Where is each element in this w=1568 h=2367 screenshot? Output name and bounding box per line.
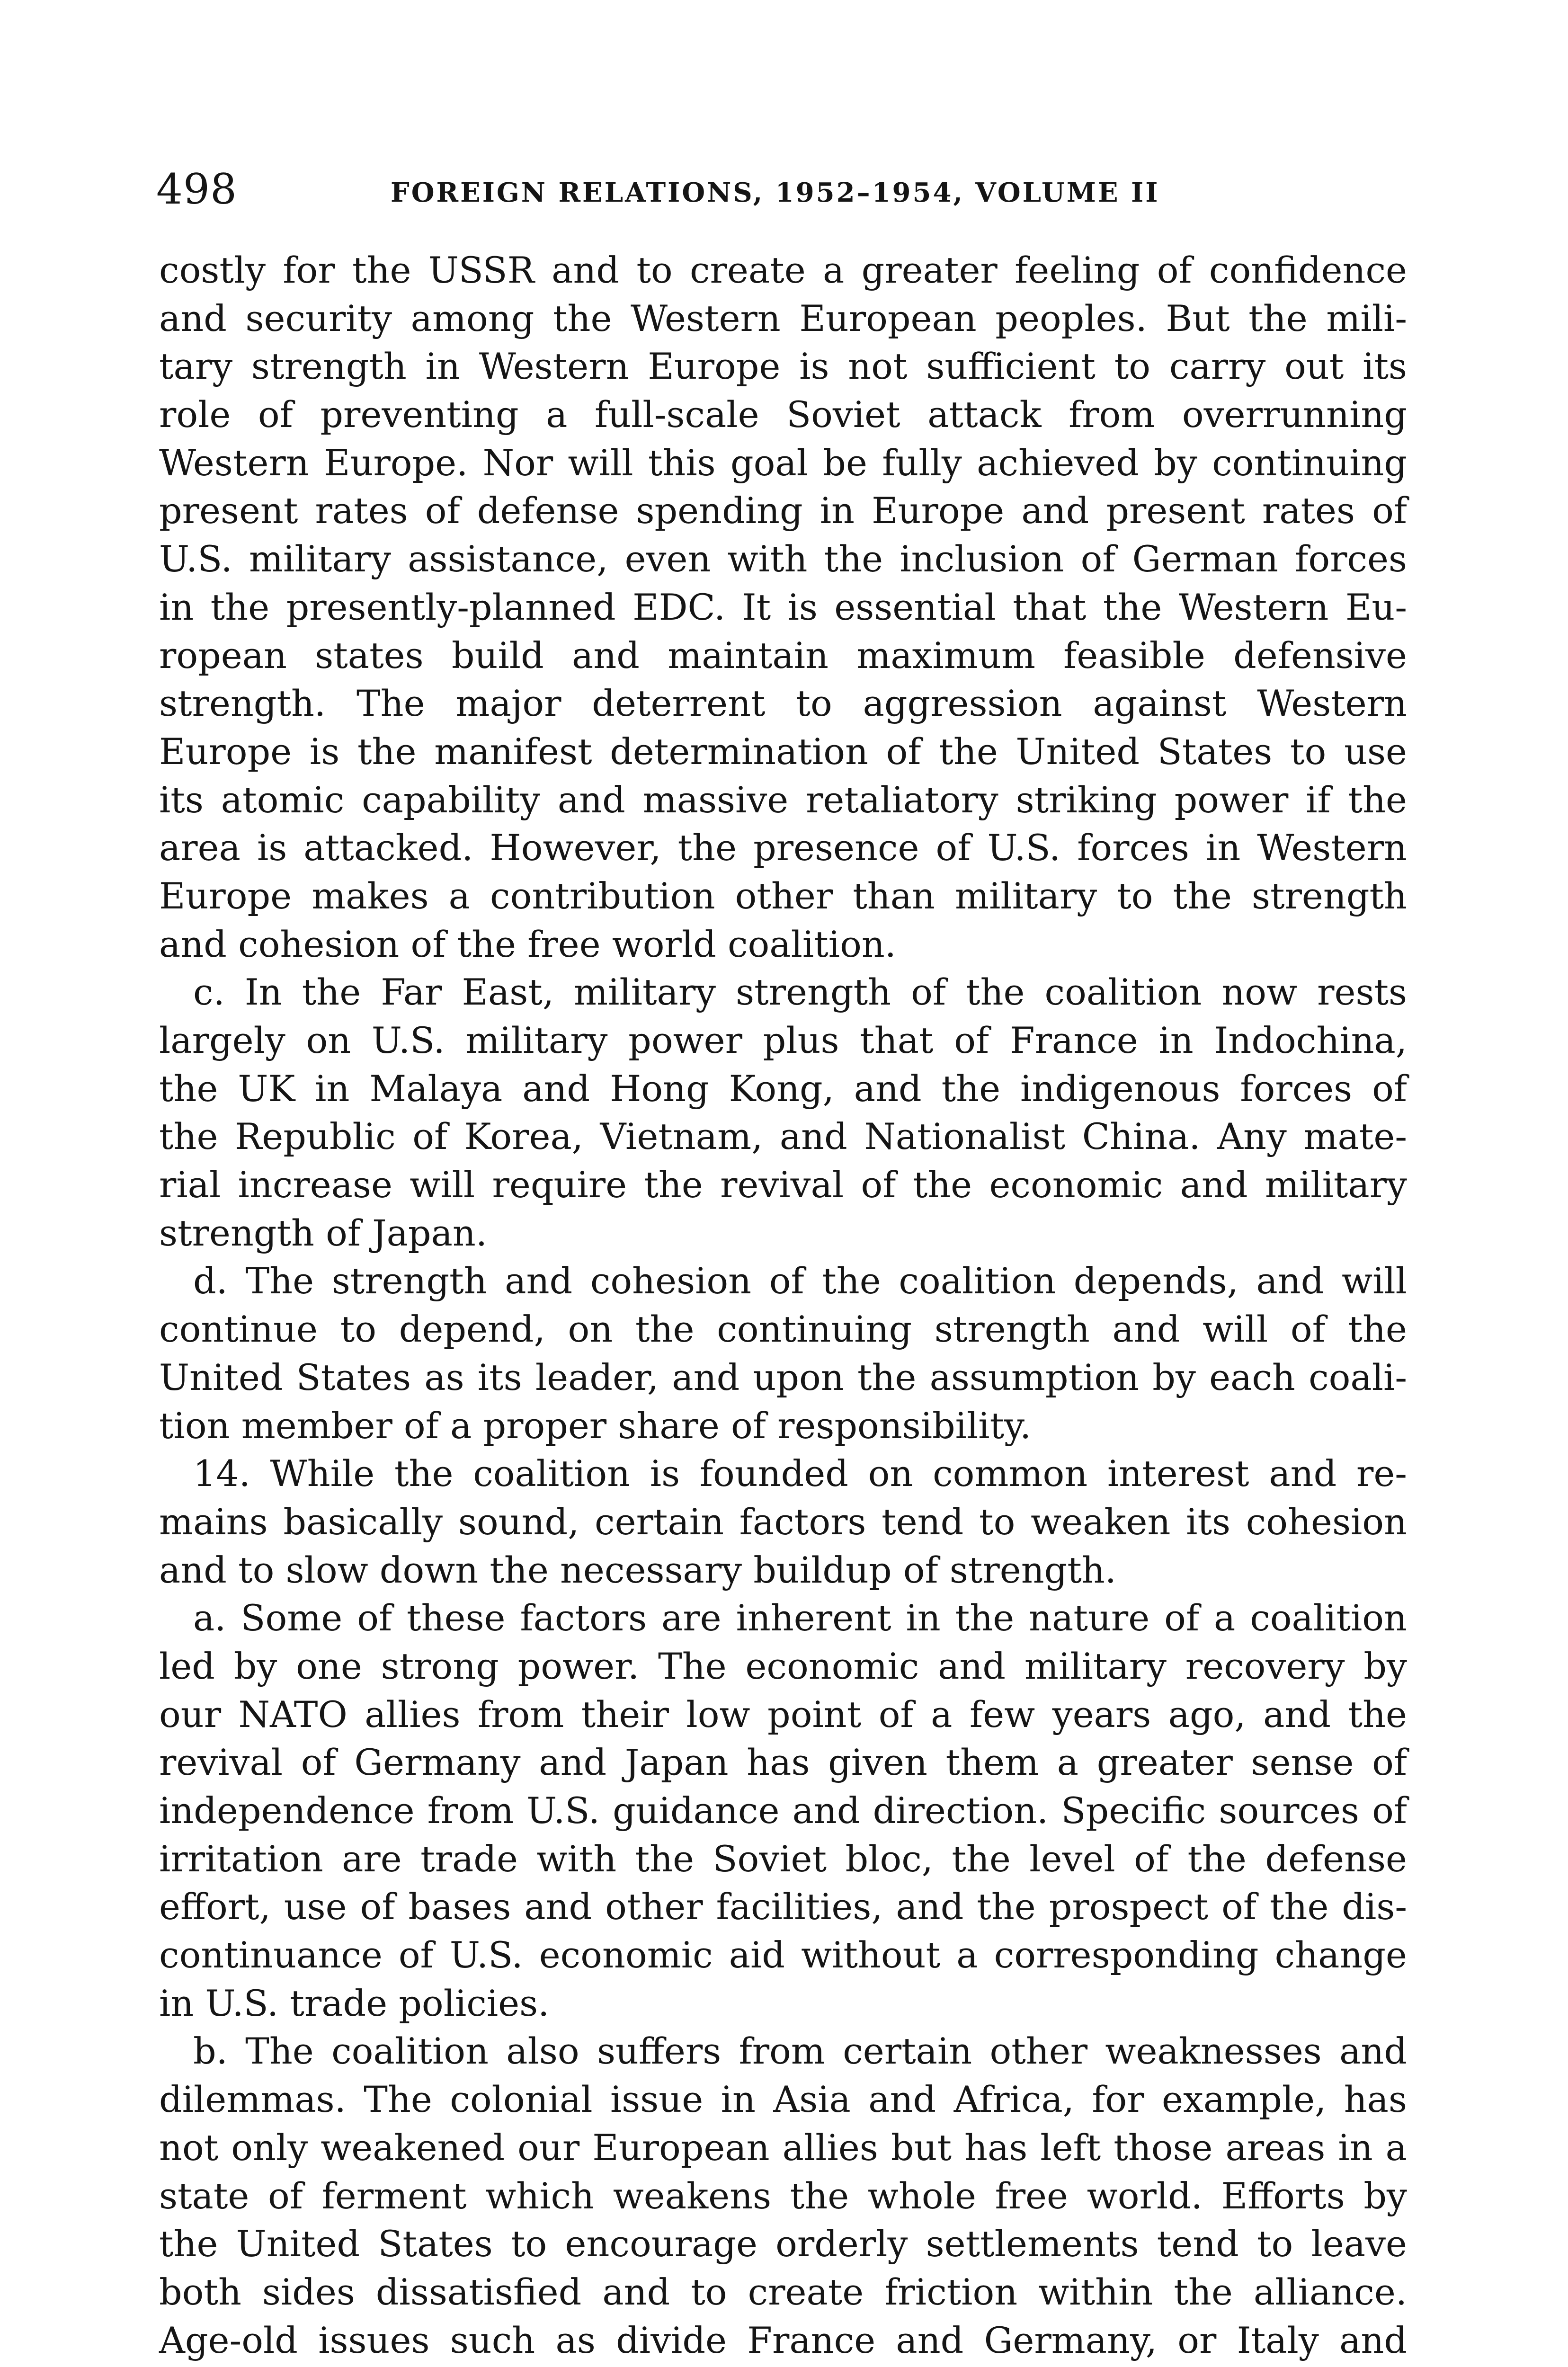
text-line: continuance of U.S. economic aid without a corresponding change xyxy=(159,1934,1407,1976)
text-line: Europe is the manifest determination of the United States to use xyxy=(159,730,1407,773)
text-line: Europe makes a contribution other than military to the strength xyxy=(159,874,1407,917)
text-line: its atomic capability and massive retaliatory striking power if the xyxy=(159,778,1407,821)
text-line: present rates of defense spending in Europe and present rates of xyxy=(159,489,1407,532)
text-line: and security among the Western European peoples. But the mili- xyxy=(159,297,1407,339)
text-line: in the presently-planned EDC. It is essential that the Western Eu- xyxy=(159,586,1407,628)
text-line: in U.S. trade policies. xyxy=(159,1982,550,2024)
text-line: and cohesion of the free world coalition. xyxy=(159,923,896,965)
running-title: FOREIGN RELATIONS, 1952–1954, VOLUME II xyxy=(391,177,1160,208)
text-line: b. The coalition also suffers from certain other weaknesses and xyxy=(193,2030,1407,2073)
text-line: the Republic of Korea, Vietnam, and Nationalist China. Any mate- xyxy=(159,1115,1407,1158)
text-line: our NATO allies from their low point of a few years ago, and the xyxy=(159,1693,1407,1735)
text-line: tary strength in Western Europe is not sufficient to carry out its xyxy=(159,345,1407,388)
text-line: revival of Germany and Japan has given them a greater sense of xyxy=(159,1741,1407,1784)
text-line: led by one strong power. The economic and military recovery by xyxy=(159,1645,1407,1687)
text-line: 14. While the coalition is founded on common interest and re- xyxy=(193,1452,1407,1495)
text-line: continue to depend, on the continuing strength and will of the xyxy=(159,1308,1407,1351)
text-line: Age-old issues such as divide France and Germany, or Italy and xyxy=(159,2319,1407,2361)
text-line: the United States to encourage orderly settlements tend to leave xyxy=(159,2223,1407,2265)
text-line: role of preventing a full-scale Soviet attack from overrunning xyxy=(159,393,1407,436)
text-line: strength. The major deterrent to aggression against Western xyxy=(159,682,1407,725)
text-line: a. Some of these factors are inherent in the nature of a coalition xyxy=(193,1597,1407,1639)
text-line: mains basically sound, certain factors tend to weaken its cohesion xyxy=(159,1500,1407,1543)
body-text xyxy=(159,246,1407,2364)
text-line: strength of Japan. xyxy=(159,1211,487,1254)
text-line: both sides dissatisfied and to create friction within the alliance. xyxy=(159,2270,1407,2313)
text-line: effort, use of bases and other facilities, and the prospect of the dis- xyxy=(159,1886,1407,1928)
page-number: 498 xyxy=(156,165,237,214)
text-line: the UK in Malaya and Hong Kong, and the indigenous forces of xyxy=(159,1067,1407,1110)
text-line: c. In the Far East, military strength of the coalition now rests xyxy=(193,971,1407,1014)
text-line: not only weakened our European allies but has left those areas in a xyxy=(159,2126,1407,2169)
text-line: U.S. military assistance, even with the inclusion of German forces xyxy=(159,538,1407,580)
text-line: independence from U.S. guidance and direction. Specific sources of xyxy=(159,1789,1407,1832)
text-line: ropean states build and maintain maximum feasible defensive xyxy=(159,634,1407,676)
text-line: tion member of a proper share of responsibility. xyxy=(159,1404,1032,1447)
text-line: Western Europe. Nor will this goal be fully achieved by continuing xyxy=(159,441,1407,484)
text-line: d. The strength and cohesion of the coalition depends, and will xyxy=(193,1260,1407,1302)
text-line: and to slow down the necessary buildup of strength. xyxy=(159,1548,1116,1591)
text-line: irritation are trade with the Soviet bloc, the level of the defense xyxy=(159,1837,1407,1880)
text-line: state of ferment which weakens the whole free world. Efforts by xyxy=(159,2174,1407,2217)
text-line: rial increase will require the revival of the economic and military xyxy=(159,1164,1407,1206)
running-head xyxy=(156,163,1411,215)
text-line: largely on U.S. military power plus that of France in Indochina, xyxy=(159,1019,1407,1061)
text-line: dilemmas. The colonial issue in Asia and Africa, for example, has xyxy=(159,2078,1407,2121)
text-line: United States as its leader, and upon the assumption by each coali- xyxy=(159,1356,1407,1398)
text-line: area is attacked. However, the presence of U.S. forces in Western xyxy=(159,827,1407,869)
text-line: costly for the USSR and to create a greater feeling of confidence xyxy=(159,249,1407,291)
